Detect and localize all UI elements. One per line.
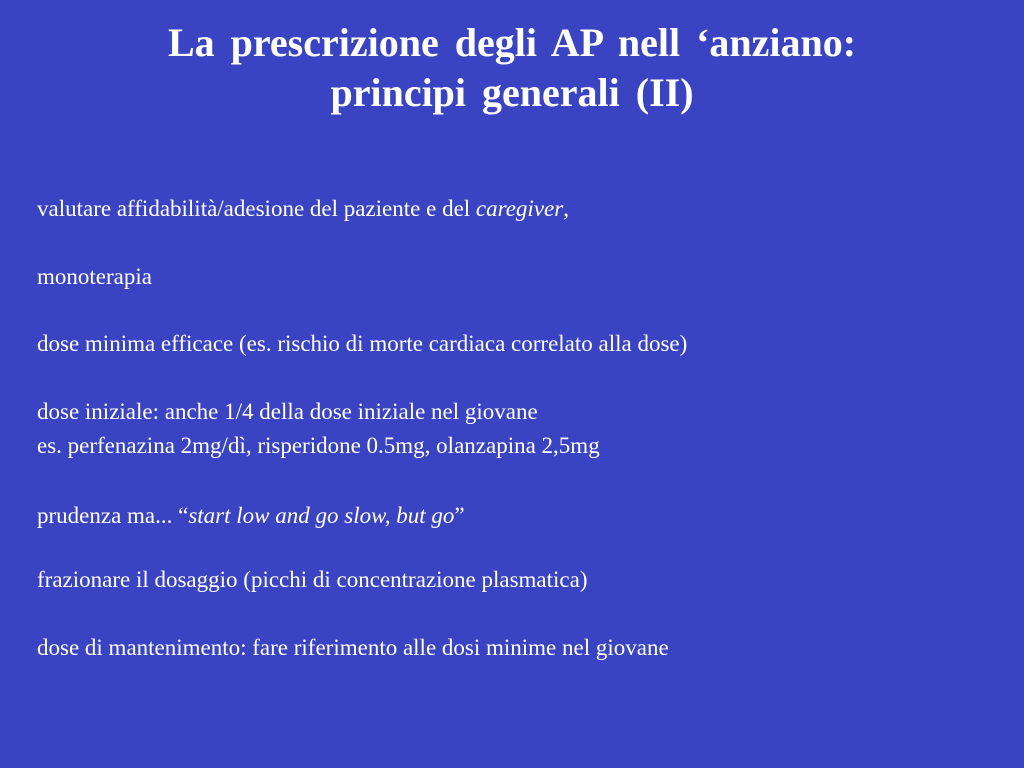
bullet-prudenza-quote: start low and go slow, but go bbox=[188, 503, 455, 528]
bullet-prudenza-text: prudenza ma... “ bbox=[37, 503, 189, 528]
bullet-dose-iniziale: dose iniziale: anche 1/4 della dose iniziale nel giovane bbox=[37, 399, 538, 424]
bullet-monoterapia: monoterapia bbox=[37, 264, 152, 289]
bullet-affidabilita-text: valutare affidabilità/adesione del paziente e del bbox=[37, 196, 476, 221]
slide-title bbox=[0, 18, 1024, 118]
bullet-caregiver-term: caregiver bbox=[475, 196, 564, 221]
bullet-frazionare: frazionare il dosaggio (picchi di concentrazione plasmatica) bbox=[37, 567, 588, 592]
title-line-2: principi generali (II) bbox=[330, 70, 694, 115]
bullet-dose-minima: dose minima efficace (es. rischio di morte cardiaca correlato alla dose) bbox=[37, 331, 688, 356]
bullet-dose-esempi: es. perfenazina 2mg/dì, risperidone 0.5mg, olanzapina 2,5mg bbox=[37, 433, 600, 458]
bullet-mantenimento: dose di mantenimento: fare riferimento alle dosi minime nel giovane bbox=[37, 635, 669, 660]
bullet-affidabilita-tail: , bbox=[563, 196, 569, 221]
bullet-prudenza bbox=[37, 502, 465, 530]
bullet-prudenza-tail: ” bbox=[454, 503, 465, 528]
bullet-affidabilita bbox=[37, 195, 569, 223]
title-line-1: La prescrizione degli AP nell ‘anziano: bbox=[167, 20, 857, 65]
